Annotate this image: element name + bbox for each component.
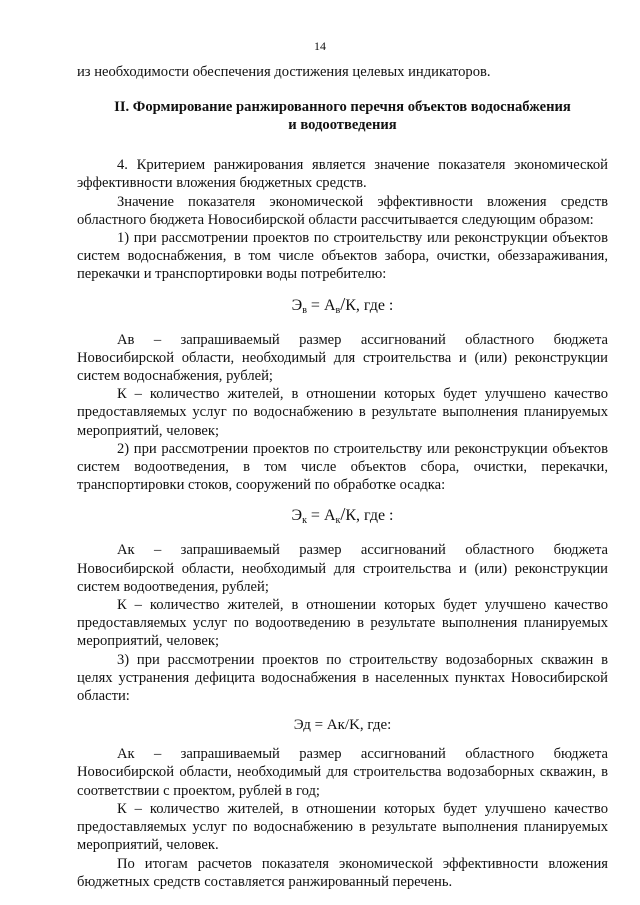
- definition-k-3: К – количество жителей, в отношении которых будет улучшено качество предоставляемых услуг по водоснабжению в результате выполнения планируемых мероприятий, человек.: [77, 800, 608, 854]
- formula-water-supply: $Э_в = А_в/К$, где :: [291, 293, 394, 316]
- paragraph-4: 4. Критерием ранжирования является значение показателя экономической эффективности вложения бюджетных средств.: [77, 157, 608, 192]
- list-item-2: 2) при рассмотрении проектов по строительству или реконструкции объектов систем водоотведения, в том числе объектов сбора, очистки, перекачки, транспортировки стоков, сооружений по обработке осадка:: [77, 440, 608, 494]
- document-body: [77, 63, 608, 891]
- definition-ak-2: Aк – запрашиваемый размер ассигнований областного бюджета Новосибирской области, необходимый для строительства водозаборных скважин, в соответствии с проектом, рублей в год;: [77, 746, 608, 799]
- list-item-3: 3) при рассмотрении проектов по строительству водозаборных скважин в целях устранения дефицита водоснабжения в населенных пунктах Новосибирской области:: [77, 651, 608, 705]
- section-heading-line-1: II. Формирование ранжированного перечня объектов водоснабжения: [114, 99, 571, 116]
- final-paragraph: По итогам расчетов показателя экономической эффективности вложения бюджетных средств составляется ранжированный перечень.: [77, 855, 608, 890]
- section-heading-line-2: и водоотведения: [288, 117, 397, 134]
- formula-wells: Эд = Aк/K, где:: [293, 717, 392, 734]
- definition-k-1: К – количество жителей, в отношении которых будет улучшено качество предоставляемых услуг по водоснабжению в результате выполнения планируемых мероприятий, человек;: [77, 386, 608, 439]
- formula-wastewater: $Э_к = А_к/К$, где :: [291, 504, 394, 527]
- definition-av: Aв – запрашиваемый размер ассигнований областного бюджета Новосибирской области, необходимый для строительства и (или) реконструкции систем водоснабжения, рублей;: [77, 331, 608, 385]
- page-number: 14: [314, 39, 326, 53]
- definition-ak-1: Aк – запрашиваемый размер ассигнований областного бюджета Новосибирской области, необходимый для строительства и (или) реконструкции систем водоотведения, рублей;: [77, 542, 608, 595]
- list-item-1: 1) при рассмотрении проектов по строительству или реконструкции объектов систем водоснабжения, в том числе объектов забора, очистки, обеззараживания, перекачки и транспортировки воды потребителю:: [77, 230, 608, 283]
- paragraph-value: Значение показателя экономической эффективности вложения средств областного бюджета Новосибирской области рассчитывается следующим образом:: [77, 193, 608, 228]
- intro-line: из необходимости обеспечения достижения целевых индикаторов.: [77, 64, 491, 80]
- definition-k-2: К – количество жителей, в отношении которых будет улучшено качество предоставляемых услуг по водоотведению в результате выполнения планируемых мероприятий, человек;: [77, 597, 608, 650]
- section-heading: [77, 98, 608, 134]
